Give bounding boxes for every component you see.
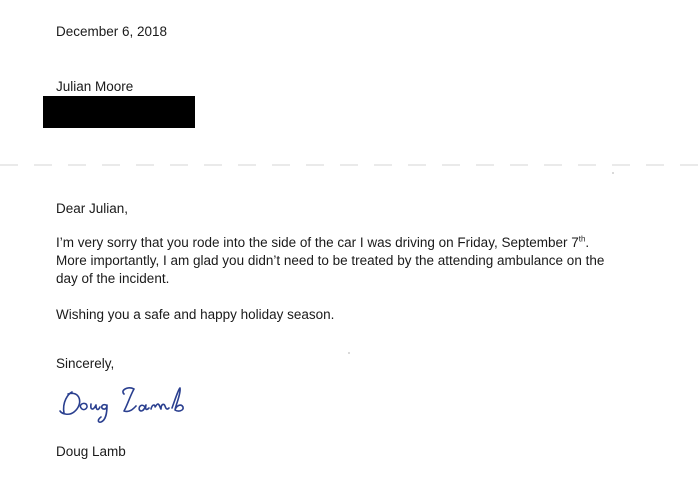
body-line-1 — [56, 234, 656, 252]
body-line-3: day of the incident. — [56, 271, 170, 286]
body-line-1-end: . — [585, 235, 590, 250]
closing: Sincerely, — [56, 356, 115, 371]
handwritten-signature — [54, 380, 204, 430]
signer-name: Doug Lamb — [56, 444, 126, 459]
scan-speck — [348, 352, 350, 354]
body-line-1-text: I’m very sorry that you rode into the side of the car I was driving on Friday, September 7 — [56, 235, 579, 250]
body-paragraph — [56, 234, 656, 288]
salutation: Dear Julian, — [56, 201, 129, 216]
body-line-2: More importantly, I am glad you didn’t need to be treated by the attending ambulance on the — [56, 253, 605, 268]
letter-date: December 6, 2018 — [56, 24, 168, 39]
ordinal-suffix: th — [578, 234, 586, 244]
scan-artifact-line — [0, 164, 700, 166]
recipient-name: Julian Moore — [56, 79, 134, 94]
scan-speck — [612, 172, 614, 174]
redaction-block — [43, 96, 195, 128]
holiday-wishes: Wishing you a safe and happy holiday season. — [56, 307, 335, 322]
